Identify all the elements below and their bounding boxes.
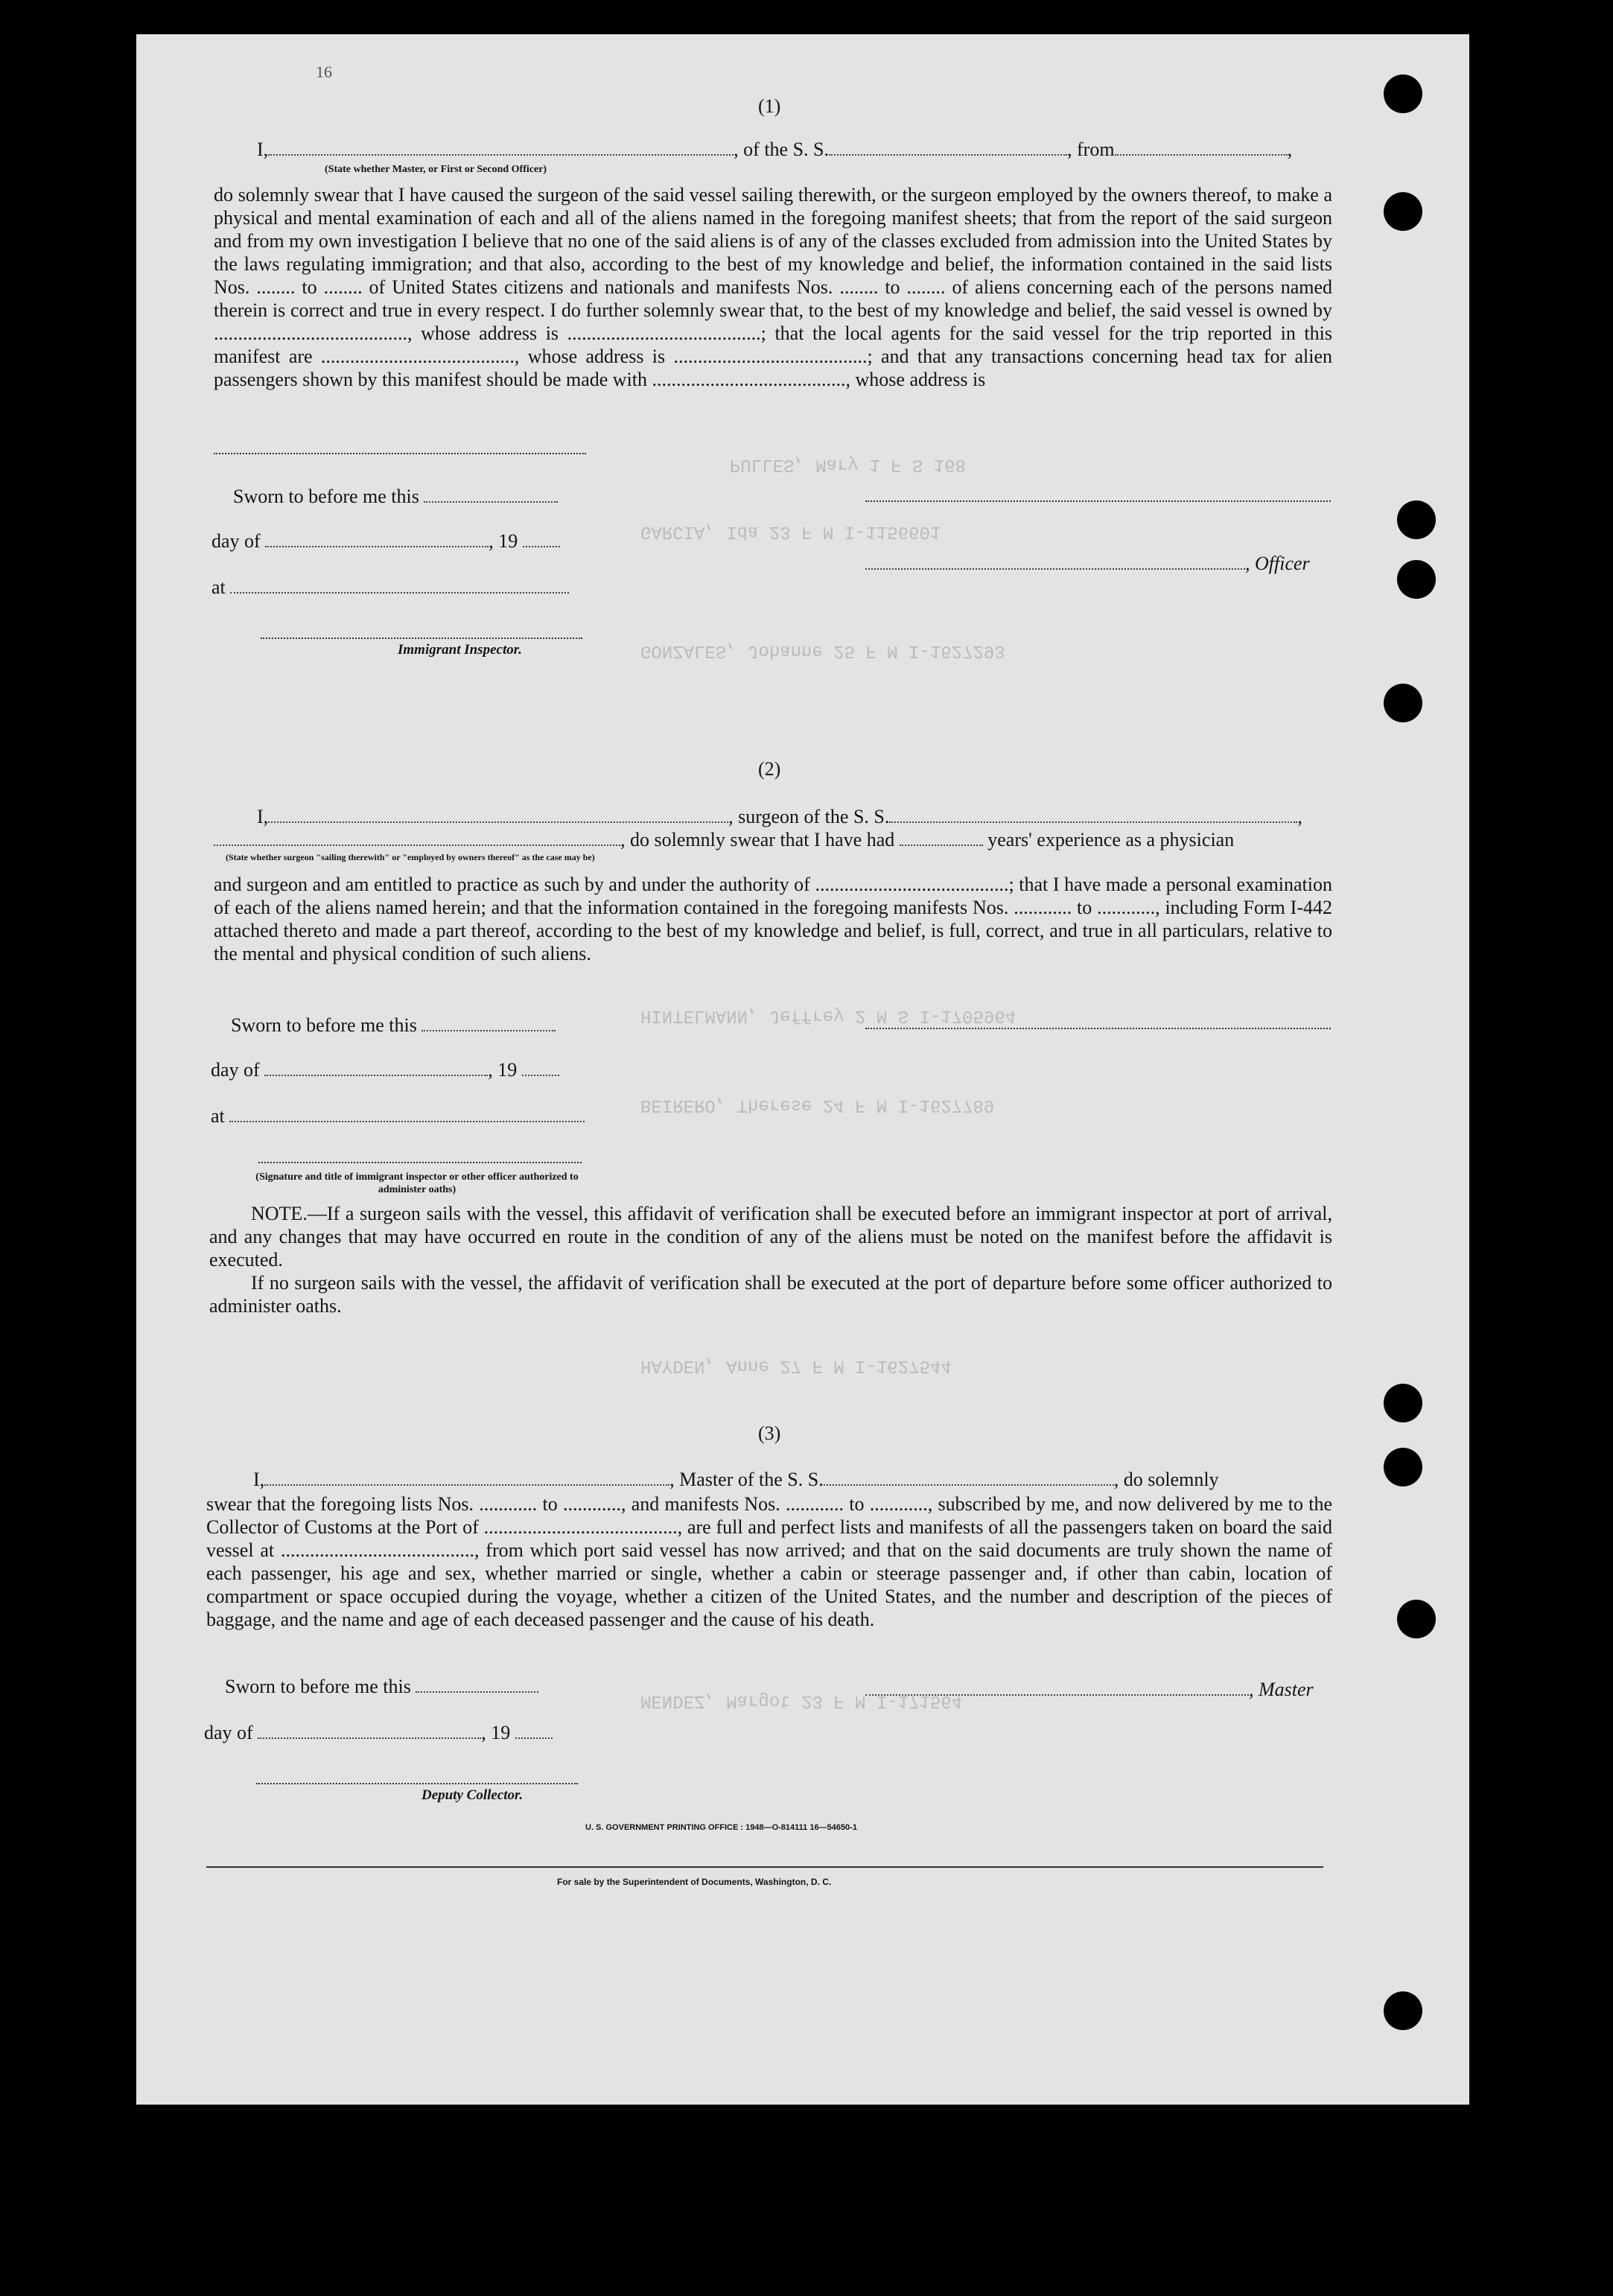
years-label: years' experience as a physician bbox=[987, 829, 1235, 850]
solemnly-label: , do solemnly bbox=[1113, 1469, 1219, 1490]
binder-hole bbox=[1384, 1384, 1422, 1422]
section-1-number: (1) bbox=[758, 95, 781, 117]
role-note: (State whether Master, or First or Second Officer) bbox=[325, 164, 547, 175]
oath-i: I, bbox=[253, 1469, 265, 1490]
section-2-surgeon-line bbox=[257, 806, 1332, 828]
day-of-label: day of bbox=[211, 530, 261, 552]
surgeon-name-field[interactable] bbox=[268, 807, 728, 823]
master-name-field[interactable] bbox=[264, 1469, 669, 1486]
master-signature-field[interactable] bbox=[865, 1679, 1249, 1696]
binder-hole bbox=[1384, 74, 1422, 113]
bleed-through-text: HINTELMANN, Jeffrey 2 M S I-1705964 bbox=[640, 1005, 1017, 1025]
at-label: at bbox=[211, 1105, 225, 1127]
surgeon-note-block bbox=[209, 1202, 1332, 1317]
surgeon-paragraph: and surgeon and am entitled to practice as such by and under the authority of ........................................; that I have made a personal examination of each of the aliens named herein; and that the information contained in the foregoing manifests Nos. ............ to ............, including Form I-442 attached thereto and made a part thereof, according to the best of my knowledge and belief, is full, correct, and true in all particulars, relative to the mental and physical condition of such aliens. bbox=[214, 874, 1332, 964]
year-field[interactable] bbox=[523, 531, 560, 547]
section-2-oath-text bbox=[214, 873, 1332, 965]
day-of-label: day of bbox=[211, 1059, 260, 1081]
day-field[interactable] bbox=[258, 1723, 481, 1739]
binder-hole bbox=[1397, 1600, 1436, 1638]
master-paragraph: swear that the foregoing lists Nos. ............ to ............, and manifests Nos. ............ to ............, subscribed by me, and now delivered by me to the Collector of Customs at the Port of ........................................, are full and perfect lists and manifests of all the passengers taken on board the said vessel at ........................................, from which port said vessel has now arrived; and that on the said documents are truly shown the name of each passenger, his age and sex, whether married or single, whether a cabin or steerage passenger and, if other than cabin, location of compartment or space occupied during the voyage, whether a citizen of the United States, and the number and description of the pieces of baggage, and the name and age of each deceased passenger and the cause of his death. bbox=[206, 1493, 1332, 1630]
collector-signature-rule bbox=[256, 1783, 578, 1784]
binder-hole bbox=[1384, 684, 1422, 722]
at-line-2 bbox=[211, 1105, 585, 1128]
sworn-label: Sworn to before me this bbox=[231, 1014, 417, 1036]
year-field[interactable] bbox=[522, 1060, 559, 1076]
officer-signature-field[interactable] bbox=[865, 553, 1245, 570]
inspector-signature-rule bbox=[261, 637, 582, 639]
for-sale-note: For sale by the Superintendent of Documents, Washington, D. C. bbox=[557, 1877, 832, 1887]
vessel-name-field[interactable] bbox=[824, 1469, 1114, 1486]
binder-hole bbox=[1397, 500, 1436, 539]
bleed-through-text: PULLES, Mary 1 F S 168 bbox=[730, 454, 966, 474]
day-line-1 bbox=[211, 530, 560, 553]
section-2-number: (2) bbox=[758, 758, 781, 780]
inspector-caption: Immigrant Inspector. bbox=[398, 642, 522, 658]
surgeon-signature-rule bbox=[865, 1028, 1331, 1029]
bleed-through-text: GONZALES, Johanne 25 F M I-1627293 bbox=[640, 640, 1005, 661]
vessel-name-field[interactable] bbox=[889, 807, 1297, 823]
swear-label: , do solemnly swear that I have had bbox=[620, 829, 895, 850]
surgeon-note: (State whether surgeon "sailing therewith" or "employed by owners thereof" as the case may be) bbox=[226, 852, 595, 862]
officer-signature-line bbox=[865, 553, 1310, 575]
day-of-label: day of bbox=[204, 1722, 253, 1743]
year-field[interactable] bbox=[515, 1723, 553, 1739]
bleed-through-text: BEIRERO, Therese 24 F M I-1627789 bbox=[640, 1095, 995, 1115]
binder-hole bbox=[1397, 560, 1436, 599]
section-3-master-line bbox=[253, 1469, 1332, 1491]
sworn-label: Sworn to before me this bbox=[225, 1676, 411, 1697]
deputy-collector-caption: Deputy Collector. bbox=[421, 1787, 524, 1803]
vessel-name-field[interactable] bbox=[829, 139, 1067, 156]
master-signature-line bbox=[865, 1679, 1314, 1701]
bleed-through-text: MENDEZ, Margot 23 F M I-171564 bbox=[640, 1691, 963, 1711]
sworn-date-field[interactable] bbox=[416, 1676, 538, 1693]
from-port-field[interactable] bbox=[1115, 139, 1288, 156]
at-field[interactable] bbox=[229, 1106, 585, 1122]
at-label: at bbox=[211, 576, 226, 598]
printer-imprint: U. S. GOVERNMENT PRINTING OFFICE : 1948—O-814111 16—54650-1 bbox=[585, 1823, 857, 1832]
bleed-through-text: GARCIA, Ida 23 F M I-1156601 bbox=[640, 521, 941, 541]
at-line-1 bbox=[211, 576, 569, 599]
sworn-date-field[interactable] bbox=[424, 486, 558, 503]
day-field[interactable] bbox=[264, 1060, 488, 1076]
section-3-number: (3) bbox=[758, 1422, 781, 1444]
year-label: , 19 bbox=[488, 1059, 518, 1081]
footer-rule bbox=[206, 1866, 1323, 1868]
note-paragraph: If no surgeon sails with the vessel, the affidavit of verification shall be executed at the port of departure before some officer authorized to administer oaths. bbox=[209, 1272, 1332, 1317]
section-2-years-line bbox=[214, 829, 1332, 851]
bleed-through-text: HAYDEN, Anne 27 F M I-1627544 bbox=[640, 1355, 952, 1376]
signature-title-caption: (Signature and title of immigrant inspector or other officer authorized to administer oaths) bbox=[255, 1171, 579, 1195]
master-of-label: , Master of the S. S. bbox=[669, 1469, 824, 1490]
master-label: , Master bbox=[1249, 1679, 1314, 1700]
sworn-date-field[interactable] bbox=[421, 1015, 556, 1031]
sworn-line-3 bbox=[225, 1676, 538, 1698]
sworn-label: Sworn to before me this bbox=[233, 486, 419, 507]
name-field[interactable] bbox=[268, 139, 734, 156]
day-line-3 bbox=[204, 1722, 553, 1744]
surgeon-witness-rule bbox=[258, 1162, 582, 1163]
oath-i: I, bbox=[257, 806, 269, 827]
binder-hole bbox=[1384, 1448, 1422, 1486]
year-label: , 19 bbox=[481, 1722, 511, 1743]
sworn-line-2 bbox=[231, 1014, 556, 1037]
sworn-line-1 bbox=[233, 486, 558, 508]
section-3-oath-text bbox=[206, 1492, 1332, 1631]
comma: , bbox=[1287, 139, 1293, 160]
section-1-master-line bbox=[257, 139, 1332, 161]
oath-i: I, bbox=[257, 139, 269, 160]
surgeon-of-label: , surgeon of the S. S. bbox=[728, 806, 890, 827]
years-field[interactable] bbox=[900, 830, 983, 846]
at-field[interactable] bbox=[230, 577, 569, 594]
officer-rule bbox=[214, 453, 586, 454]
oath-paragraph: do solemnly swear that I have caused the surgeon of the said vessel sailing therewith, or the surgeon employed by the owners thereof, to make a physical and mental examination of each and all of the aliens named in the foregoing manifest sheets; that from the report of the said surgeon and from my own investigation I believe that no one of the said aliens is of any of the classes excluded from admission into the United States by the laws regulating immigration; and that also, according to the best of my knowledge and belief, the information contained in the said lists Nos. ........ to ........ of United States citizens and nationals and manifests Nos. ........ to ........ of aliens concerning each of the persons named therein is correct and true in every respect. I do further solemnly swear that, to the best of my knowledge and belief, the said vessel is owned by ........................................, whose address is ........................................; that the local agents for the said vessel for the trip reported in this manifest are ........................................, whose address is ........................................; and that any transactions concerning head tax for alien passengers shown by this manifest should be made with ........................................, whose address is bbox=[214, 184, 1332, 390]
binder-hole bbox=[1384, 1991, 1422, 2030]
year-label: , 19 bbox=[489, 530, 518, 552]
page-mark: 16 bbox=[316, 63, 332, 81]
of-ss-label: , of the S. S. bbox=[734, 139, 830, 160]
binder-hole bbox=[1384, 192, 1422, 231]
comma: , bbox=[1297, 806, 1302, 827]
day-field[interactable] bbox=[265, 531, 489, 547]
from-label: , from bbox=[1067, 139, 1115, 160]
section-1-oath-text bbox=[214, 183, 1332, 391]
officer-label: , Officer bbox=[1245, 553, 1310, 574]
day-line-2 bbox=[211, 1059, 559, 1081]
note-paragraph: NOTE.—If a surgeon sails with the vessel, this affidavit of verification shall be executed before an immigrant inspector at port of arrival, and any changes that may have occurred en route in the condition of any of the aliens must be noted on the manifest before the affidavit is executed. bbox=[209, 1203, 1332, 1271]
officer-rule-right bbox=[865, 500, 1331, 502]
surgeon-status-field[interactable] bbox=[214, 830, 620, 846]
